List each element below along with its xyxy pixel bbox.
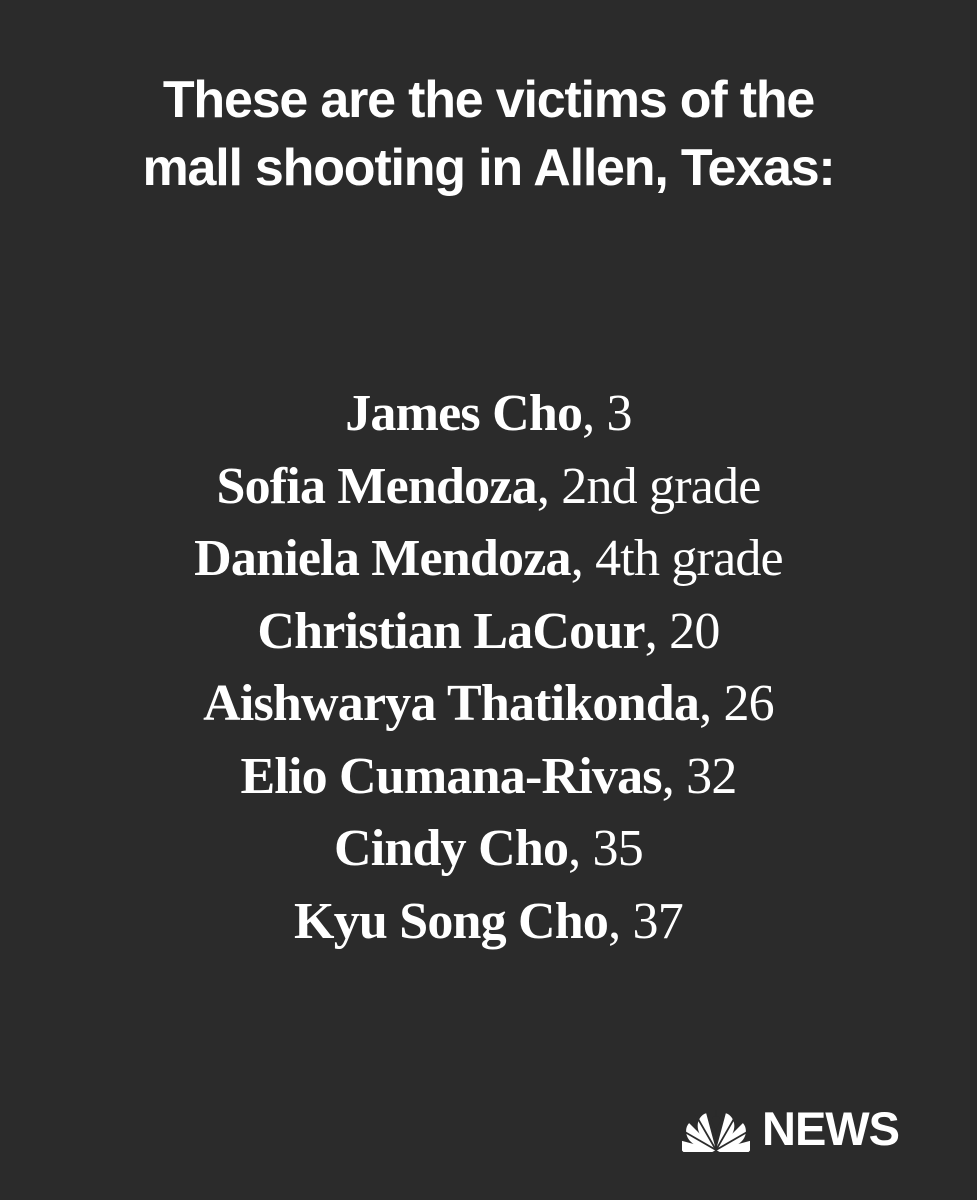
victim-item: [0, 378, 977, 451]
victim-detail: , 3: [582, 385, 632, 442]
peacock-icon: [682, 1106, 750, 1152]
victim-item: [0, 668, 977, 741]
victims-list: [0, 378, 977, 958]
victim-name: Christian LaCour: [257, 602, 645, 660]
victim-detail: , 32: [661, 747, 737, 805]
victim-detail: , 2nd grade: [536, 457, 761, 515]
victim-item: [0, 523, 977, 596]
victim-name: Sofia Mendoza: [216, 457, 537, 515]
victim-item: [0, 451, 977, 524]
headline: [0, 66, 977, 202]
victim-item: [0, 741, 977, 814]
victim-detail: , 4th grade: [570, 530, 783, 587]
victim-detail: , 37: [608, 892, 683, 950]
victim-item: [0, 813, 977, 886]
victim-name: James Cho: [345, 385, 583, 442]
news-wordmark: NEWS: [762, 1102, 899, 1155]
victim-name: Kyu Song Cho: [294, 892, 609, 950]
headline-line-2: mall shooting in Allen, Texas:: [142, 139, 835, 197]
victim-detail: , 20: [644, 602, 720, 660]
victim-name: Cindy Cho: [334, 820, 569, 877]
victim-detail: , 35: [568, 820, 643, 877]
victim-item: [0, 886, 977, 959]
victim-item: [0, 596, 977, 669]
nbc-news-logo: [682, 1100, 899, 1158]
victim-detail: , 26: [699, 675, 774, 732]
victim-name: Elio Cumana-Rivas: [240, 747, 662, 805]
victim-name: Daniela Mendoza: [194, 530, 571, 587]
headline-line-1: These are the victims of the: [162, 71, 815, 129]
victim-name: Aishwarya Thatikonda: [203, 675, 700, 732]
